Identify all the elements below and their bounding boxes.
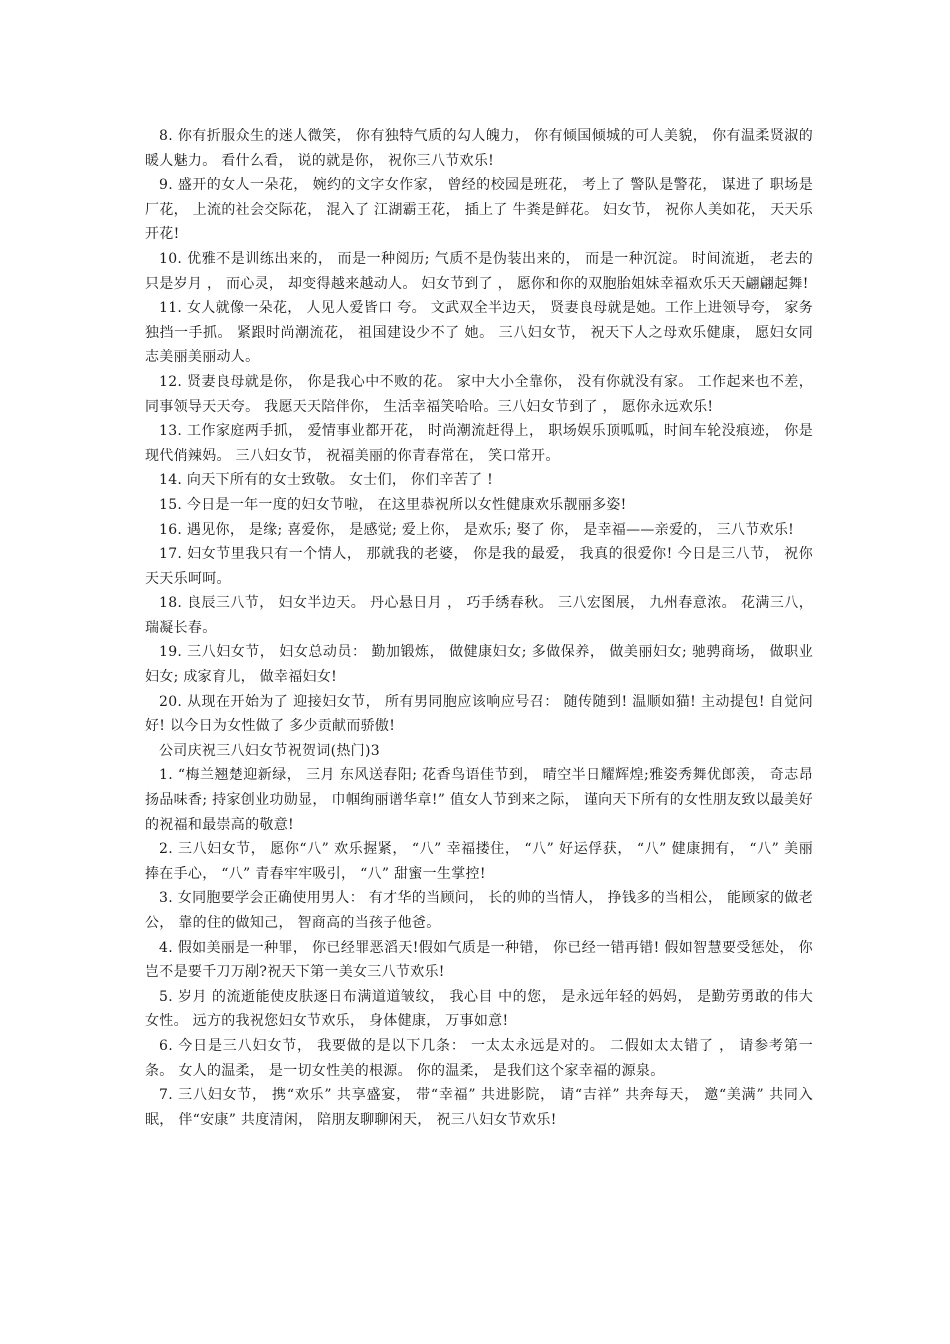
paragraph-20: 20. 从现在开始为了 迎接妇女节， 所有男同胞应该响应号召： 随传随到! 温顺如猫! 主动提包! 自觉问好! 以今日为女性做了 多少贡献而骄傲! (145, 693, 813, 735)
greeting-5: 5. 岁月 的流逝能使皮肤逐日布满道道皱纹， 我心目 中的您， 是永远年轻的妈妈， 是勤劳勇敢的伟大女性。 远方的我祝您妇女节欢乐， 身体健康， 万事如意! (145, 988, 813, 1030)
document-body (145, 124, 813, 1132)
greeting-7: 7. 三八妇女节， 携“欢乐” 共享盛宴， 带“幸福” 共进影院， 请“吉祥” 共奔每天， 邀“美满” 共同入眠， 伴“安康” 共度清闲， 陪朋友聊聊闲天， 祝三八妇女节欢乐! (145, 1087, 813, 1128)
paragraph-10: 10. 优雅不是训练出来的， 而是一种阅历; 气质不是伪装出来的， 而是一种沉淀。 时间流逝， 老去的只是岁月 ， 而心灵， 却变得越来越动人。 妇女节到了 ， 愿你和你的双胞胎姐妹幸福欢乐天天翩翩起舞! (145, 250, 813, 292)
paragraph-9: 9. 盛开的女人一朵花， 婉约的文字女作家， 曾经的校园是班花， 考上了 警队是警花， 谋进了 职场是厂花， 上流的社会交际花， 混入了 江湖霸王花， 插上了 牛粪是鲜花。 妇女节， 祝你人美如花， 天天乐开花! (145, 177, 813, 243)
greeting-2: 2. 三八妇女节， 愿你“八” 欢乐握紧， “八” 幸福搂住， “八” 好运俘获， “八” 健康拥有， “八” 美丽捧在手心， “八” 青春牢牢吸引， “八” 甜蜜一生掌控! (145, 841, 813, 882)
paragraph-8: 8. 你有折服众生的迷人微笑， 你有独特气质的勾人魄力， 你有倾国倾城的可人美貌， 你有温柔贤淑的暖人魅力。 看什么看， 说的就是你， 祝你三八节欢乐! (145, 128, 813, 169)
paragraph-15: 15. 今日是一年一度的妇女节啦， 在这里恭祝所以女性健康欢乐靓丽多姿! (159, 496, 627, 513)
greeting-3: 3. 女同胞要学会正确使用男人： 有才华的当顾问， 长的帅的当情人， 挣钱多的当相公， 能顾家的做老公， 靠的住的做知己， 智商高的当孩子他爸。 (145, 890, 813, 931)
paragraph-19: 19. 三八妇女节， 妇女总动员： 勤加锻炼， 做健康妇女; 多做保养， 做美丽妇女; 驰骋商场， 做职业妇女; 成家育儿， 做幸福妇女! (145, 644, 813, 686)
paragraph-12: 12. 贤妻良母就是你， 你是我心中不败的花。 家中大小全靠你， 没有你就没有家。 工作起来也不差， 同事领导天天夸。 我愿天天陪伴你， 生活幸福笑哈哈。三八妇女节到了 ， 愿你永远欢乐! (145, 373, 813, 415)
paragraph-11: 11. 女人就像一朵花， 人见人爱皆口 夸。 文武双全半边天， 贤妻良母就是她。工作上进领导夸， 家务独挡一手抓。 紧跟时尚潮流花， 祖国建设少不了 她。 三八妇女节， 祝天下人之母欢乐健康， 愿妇女同志美丽美丽动人。 (145, 300, 813, 366)
paragraph-13: 13. 工作家庭两手抓， 爱情事业都开花， 时尚潮流赶得上， 职场娱乐顶呱呱，时间车轮没痕迹， 你是现代俏辣妈。 三八妇女节， 祝福美丽的你青春常在， 笑口常开。 (145, 423, 813, 464)
paragraph-16: 16. 遇见你， 是缘; 喜爱你， 是感觉; 爱上你， 是欢乐; 娶了 你， 是幸福——亲爱的， 三八节欢乐! (159, 521, 795, 538)
paragraph-18: 18. 良辰三八节， 妇女半边天。 丹心悬日月 ， 巧手绣春秋。 三八宏图展， 九州春意浓。 花满三八， 瑞凝长春。 (145, 595, 813, 636)
paragraph-14: 14. 向天下所有的女士致敬。 女士们， 你们辛苦了 ! (159, 472, 494, 489)
greeting-1: 1. “梅兰翘楚迎新绿， 三月 东风送春阳; 花香鸟语佳节到， 晴空半日耀辉煌;雅姿秀舞优郎羡， 奇志昂扬品味香; 持家创业功勋显， 巾帼绚丽谱华章!” 值女人节到来之际， 谨向天下所有的女性朋友致以最美好的祝福和最崇高的敬意! (145, 767, 813, 833)
greeting-6: 6. 今日是三八妇女节， 我要做的是以下几条： 一太太永远是对的。 二假如太太错了 ， 请参考第一条。 女人的温柔， 是一切女性美的根源。 你的温柔， 是我们这个家幸福的源泉。 (145, 1037, 813, 1079)
greeting-4: 4. 假如美丽是一种罪， 你已经罪恶滔天!假如气质是一种错， 你已经一错再错! 假如智慧要受惩处， 你岂不是要千刀万剐?祝天下第一美女三八节欢乐! (145, 939, 813, 981)
section-heading: 公司庆祝三八妇女节祝贺词(热门)3 (159, 742, 380, 759)
paragraph-17: 17. 妇女节里我只有一个情人， 那就我的老婆， 你是我的最爱， 我真的很爱你! 今日是三八节， 祝你天天乐呵呵。 (145, 546, 813, 587)
